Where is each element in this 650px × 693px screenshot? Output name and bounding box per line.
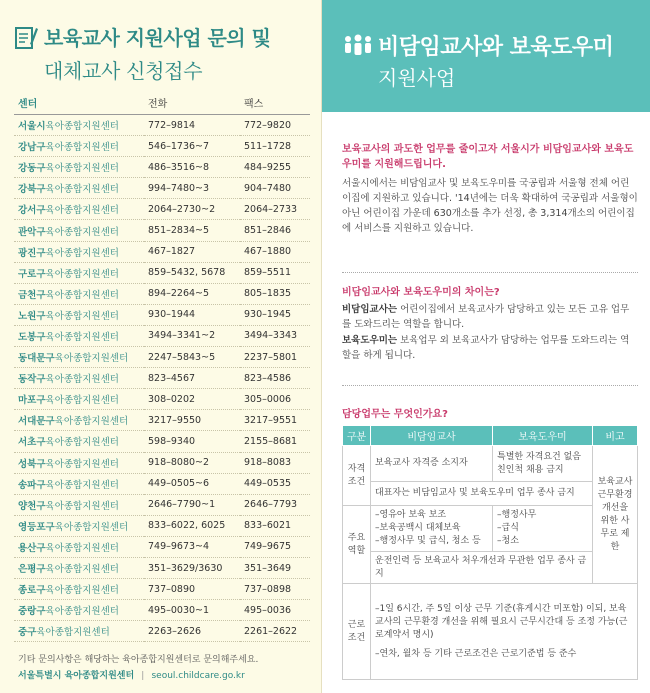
divider-2 — [342, 385, 638, 386]
work-text-1: –1일 6시간, 주 5일 이상 근무 기준(휴게시간 미포함) 이되, 보육교사의 근무환경 개선을 위해 필요시 근무시간대 등 조정 가능(근로계약서 명시) — [375, 603, 628, 640]
people-icon — [342, 34, 374, 58]
center-fax: 3494–3343 — [240, 325, 310, 346]
center-fax: 2155–8681 — [240, 431, 310, 452]
center-name: 종로구육아종합지원센터 — [14, 579, 144, 600]
table-row — [14, 494, 310, 515]
col-header-center: 센터 — [14, 95, 144, 115]
center-name: 강북구육아종합지원센터 — [14, 178, 144, 199]
center-name: 동작구육아종합지원센터 — [14, 368, 144, 389]
center-name: 도봉구육아종합지원센터 — [14, 325, 144, 346]
table-row — [14, 621, 310, 642]
center-name: 강서구육아종합지원센터 — [14, 199, 144, 220]
diff-teacher — [342, 302, 638, 332]
pen-note-icon — [14, 24, 38, 50]
duty-header-teacher: 비담임교사 — [371, 426, 493, 446]
center-name: 서초구육아종합지원센터 — [14, 431, 144, 452]
contact-url[interactable]: seoul.childcare.go.kr — [151, 671, 245, 681]
center-name: 서대문구육아종합지원센터 — [14, 410, 144, 431]
table-row — [14, 347, 310, 368]
role-common: 운전인력 등 보육교사 처우개선과 무관한 업무 종사 금지 — [371, 552, 593, 584]
table-row — [14, 283, 310, 304]
left-note: 기타 문의사항은 해당하는 육아종합지원센터로 문의해주세요. — [18, 655, 259, 665]
col-header-phone: 전화 — [144, 95, 240, 115]
role-helper: –행정사무 –급식 –청소 — [493, 506, 593, 552]
table-row — [14, 515, 310, 536]
left-title-block — [14, 22, 314, 84]
center-phone: 918–8080~2 — [144, 452, 240, 473]
diff-heading: 비담임교사와 보육도우미의 차이는? — [342, 287, 500, 298]
center-name: 마포구육아종합지원센터 — [14, 389, 144, 410]
banner — [322, 0, 650, 112]
center-phone: 351–3629/3630 — [144, 557, 240, 578]
banner-subtitle: 지원사업 — [378, 66, 456, 90]
center-fax: 930–1945 — [240, 304, 310, 325]
center-name: 중랑구육아종합지원센터 — [14, 600, 144, 621]
center-fax: 305–0006 — [240, 389, 310, 410]
center-phone: 2263–2626 — [144, 621, 240, 642]
center-phone: 467–1827 — [144, 241, 240, 262]
center-phone: 749–9673~4 — [144, 536, 240, 557]
center-fax: 749–9675 — [240, 536, 310, 557]
center-phone: 833–6022, 6025 — [144, 515, 240, 536]
center-fax: 467–1880 — [240, 241, 310, 262]
contact-separator: | — [141, 671, 145, 681]
diff-term-teacher: 비담임교사는 — [342, 304, 398, 315]
work-text-2: –연차, 월차 등 기타 근로조건은 근로기준법 등 준수 — [375, 648, 577, 659]
center-name: 노원구육아종합지원센터 — [14, 304, 144, 325]
table-row — [14, 579, 310, 600]
center-name: 구로구육아종합지원센터 — [14, 262, 144, 283]
center-phone: 486–3516~8 — [144, 157, 240, 178]
table-row — [14, 220, 310, 241]
table-row — [14, 473, 310, 494]
divider-1 — [342, 272, 638, 273]
center-phone: 598–9340 — [144, 431, 240, 452]
center-phone: 2064–2730~2 — [144, 199, 240, 220]
center-fax: 2064–2733 — [240, 199, 310, 220]
table-row — [14, 199, 310, 220]
center-name: 관악구육아종합지원센터 — [14, 220, 144, 241]
left-title-main: 보육교사 지원사업 문의 및 — [44, 26, 271, 50]
qual-label: 자격 조건 — [343, 446, 371, 506]
center-name: 성북구육아종합지원센터 — [14, 452, 144, 473]
center-fax: 2646–7793 — [240, 494, 310, 515]
center-phone: 851–2834~5 — [144, 220, 240, 241]
center-name: 중구육아종합지원센터 — [14, 621, 144, 642]
table-row — [14, 262, 310, 283]
work-cell — [371, 584, 638, 680]
center-phone: 772–9814 — [144, 115, 240, 136]
contact-org: 서울특별시 육아종합지원센터 — [18, 671, 135, 681]
diff-helper — [342, 333, 638, 363]
center-name: 영등포구육아종합지원센터 — [14, 515, 144, 536]
left-contact — [18, 668, 245, 681]
center-name: 용산구육아종합지원센터 — [14, 536, 144, 557]
role-label: 주요 역할 — [343, 506, 371, 584]
center-phone: 994–7480~3 — [144, 178, 240, 199]
table-row — [14, 157, 310, 178]
diff-body-teacher: 어린이집에서 보육교사가 담당하고 있는 모든 고유 업무를 도와드리는 역할을 합니다. — [342, 304, 630, 330]
table-row — [14, 241, 310, 262]
center-name: 광진구육아종합지원센터 — [14, 241, 144, 262]
center-fax: 2237–5801 — [240, 347, 310, 368]
center-fax: 511–1728 — [240, 136, 310, 157]
center-fax: 449–0535 — [240, 473, 310, 494]
center-phone: 495–0030~1 — [144, 600, 240, 621]
intro-heading: 보육교사의 과도한 업무를 줄이고자 서울시가 비담임교사와 보육도우미를 지원해드립니다. — [342, 144, 634, 170]
center-phone: 2247–5843~5 — [144, 347, 240, 368]
center-fax: 859–5511 — [240, 262, 310, 283]
center-fax: 833–6021 — [240, 515, 310, 536]
table-row — [14, 452, 310, 473]
duty-header-div: 구분 — [343, 426, 371, 446]
center-fax: 904–7480 — [240, 178, 310, 199]
center-fax: 3217–9551 — [240, 410, 310, 431]
qual-common: 대표자는 비담임교사 및 보육도우미 업무 종사 금지 — [371, 482, 593, 506]
duty-note: 보육교사 근무환경 개선을 위한 사무로 제한 — [593, 446, 638, 584]
table-row — [14, 136, 310, 157]
left-title-sub: 대체교사 신청접수 — [44, 59, 203, 83]
work-label: 근로 조건 — [343, 584, 371, 680]
center-name: 강남구육아종합지원센터 — [14, 136, 144, 157]
center-fax: 918–8083 — [240, 452, 310, 473]
duty-header-helper: 보육도우미 — [493, 426, 593, 446]
center-table — [14, 95, 310, 642]
center-phone: 823–4567 — [144, 368, 240, 389]
intro-body: 서울시에서는 비담임교사 및 보육도우미를 국공립과 서울형 전체 어린이집에 지원하고 있습니다. '14년에는 더욱 확대하여 국공립과 서울형이 아닌 어린이집 가운데 630개소를 추가 선정, 총 3,314개소의 어린이집에 서비스를 지원하고 있습니다. — [342, 178, 638, 234]
table-row — [14, 410, 310, 431]
table-row — [14, 368, 310, 389]
diff-body-helper: 보육업무 외 보육교사가 담당하는 업무를 도와드리는 역할을 하게 됩니다. — [342, 335, 630, 361]
qual-helper: 특별한 자격요건 없음 친인척 채용 금지 — [493, 446, 593, 482]
center-phone: 3494–3341~2 — [144, 325, 240, 346]
center-fax: 2261–2622 — [240, 621, 310, 642]
role-teacher: –영유아 보육 보조 –보육공백시 대체보육 –행정사무 및 급식, 청소 등 — [371, 506, 493, 552]
center-fax: 823–4586 — [240, 368, 310, 389]
center-name: 서울시육아종합지원센터 — [14, 115, 144, 136]
duty-table — [342, 425, 638, 680]
diff-term-helper: 보육도우미는 — [342, 335, 398, 346]
center-fax: 737–0898 — [240, 579, 310, 600]
banner-title: 비담임교사와 보육도우미 — [378, 35, 614, 60]
center-phone: 308–0202 — [144, 389, 240, 410]
duty-heading: 담당업무는 무엇인가요? — [342, 409, 448, 420]
center-name: 은평구육아종합지원센터 — [14, 557, 144, 578]
center-phone: 737–0890 — [144, 579, 240, 600]
center-name: 송파구육아종합지원센터 — [14, 473, 144, 494]
right-panel — [322, 0, 650, 693]
center-phone: 449–0505~6 — [144, 473, 240, 494]
table-row — [14, 536, 310, 557]
center-phone: 2646–7790~1 — [144, 494, 240, 515]
table-row — [14, 600, 310, 621]
center-name: 금천구육아종합지원센터 — [14, 283, 144, 304]
table-row — [14, 389, 310, 410]
qual-teacher: 보육교사 자격증 소지자 — [371, 446, 493, 482]
table-row — [14, 557, 310, 578]
table-row — [14, 304, 310, 325]
center-phone: 930–1944 — [144, 304, 240, 325]
center-phone: 894–2264~5 — [144, 283, 240, 304]
center-name: 양천구육아종합지원센터 — [14, 494, 144, 515]
center-fax: 851–2846 — [240, 220, 310, 241]
table-row — [14, 178, 310, 199]
table-row — [14, 431, 310, 452]
center-fax: 484–9255 — [240, 157, 310, 178]
center-phone: 859–5432, 5678 — [144, 262, 240, 283]
center-fax: 495–0036 — [240, 600, 310, 621]
center-name: 강동구육아종합지원센터 — [14, 157, 144, 178]
center-phone: 546–1736~7 — [144, 136, 240, 157]
table-row — [14, 115, 310, 136]
center-fax: 772–9820 — [240, 115, 310, 136]
center-fax: 805–1835 — [240, 283, 310, 304]
col-header-fax: 팩스 — [240, 95, 310, 115]
center-fax: 351–3649 — [240, 557, 310, 578]
table-row — [14, 325, 310, 346]
left-panel — [0, 0, 322, 693]
center-name: 동대문구육아종합지원센터 — [14, 347, 144, 368]
center-phone: 3217–9550 — [144, 410, 240, 431]
duty-header-note: 비고 — [593, 426, 638, 446]
